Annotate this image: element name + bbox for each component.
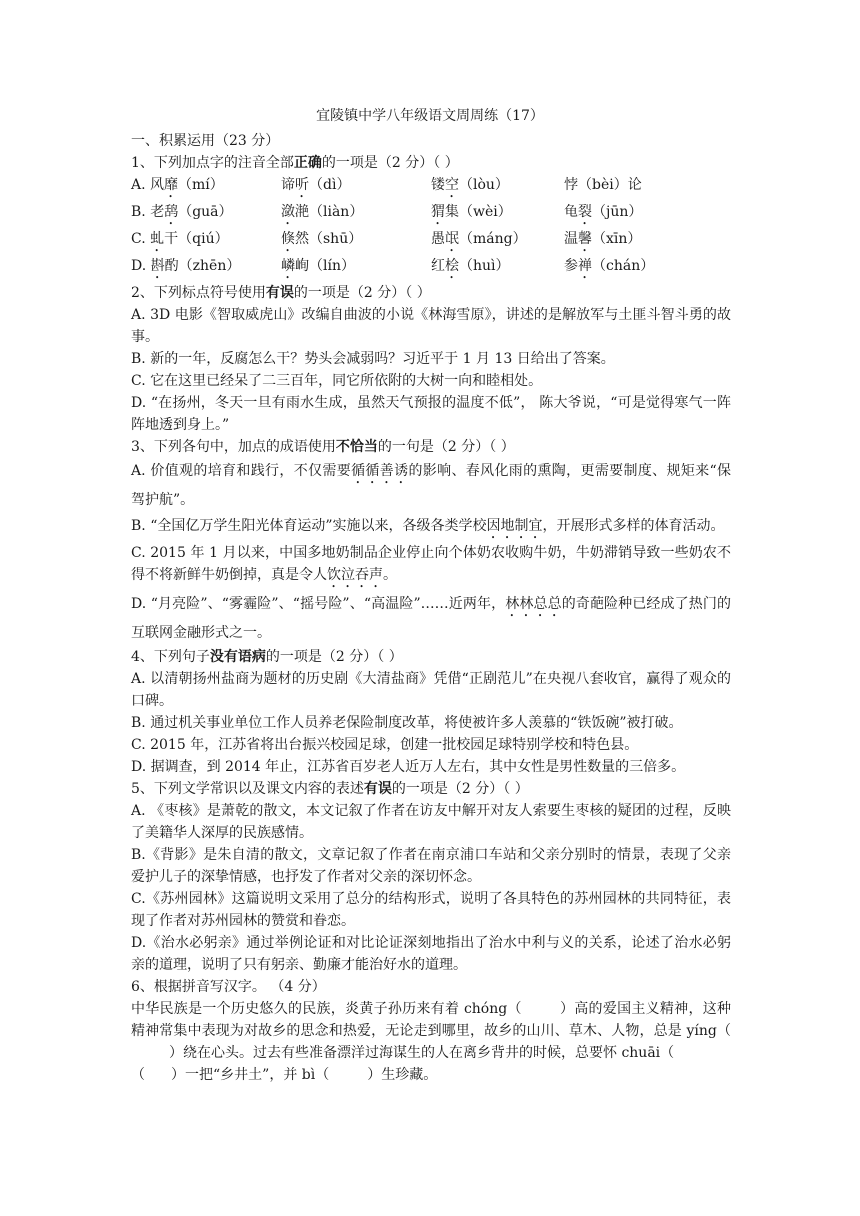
q2-stem-pre: 2、下列标点符号使用 <box>131 285 266 301</box>
q1-text: 然（shū） <box>295 231 363 247</box>
q3-option-d <box>131 591 731 646</box>
q2-option-c: C. 它在这里已经呆了二三百年，同它所依附的大树一向和睦相处。 <box>131 373 543 389</box>
q3-b-post: ，开展形式多样的体育活动。 <box>542 518 725 534</box>
q1-option-cell <box>131 201 281 228</box>
q1-option-cell <box>431 201 564 228</box>
q1-option-row <box>131 201 731 228</box>
q1-text: （dì） <box>309 177 351 193</box>
q4-option-a: A. 以清朝扬州盐商为题材的历史剧《大清盐商》凭借“正剧范儿”在央视八套收官，赢得了观众的口碑。 <box>131 671 731 709</box>
q1-dotted-char: 靡 <box>164 177 179 193</box>
q5-stem-pre: 5、下列文学常识以及课文内容的表述 <box>131 781 364 797</box>
q1-option-cell <box>564 228 641 255</box>
q1-text: 悖 <box>564 177 578 193</box>
q1-text: （mí） <box>178 177 224 193</box>
q2-option-a: A. 3D 电影《智取威虎山》改编自曲波的小说《林海雪原》，讲述的是解放军与土匪斗智斗勇的故事。 <box>131 307 731 345</box>
q1-option-cell <box>131 255 281 282</box>
q6-part-1: 中华民族是一个历史悠久的民族，炎黄子孙历来有着 chóng（ <box>131 1001 522 1017</box>
q3-option-c <box>131 542 731 591</box>
q1-text: 集（wèi） <box>445 204 512 220</box>
q3-stem-post: 的一句是（2 分）（ ） <box>377 439 515 455</box>
q4-stem-post: 的一项是（2 分）（ ） <box>265 649 403 665</box>
q3-c-pre: C. 2015 年 1 月以来，中国多地奶制品企业停止向个体奶农收购牛奶，牛奶滞销导致一些奶农不得不将新鲜牛奶倒掉，真是令人 <box>131 545 731 583</box>
q1-dotted-char: 斟 <box>150 258 165 274</box>
q3-stem-pre: 3、下列各句中，加点的成语使用 <box>131 439 336 455</box>
q4-stem-key: 没有语病 <box>209 649 266 665</box>
q3-stem-key: 不恰当 <box>335 439 378 455</box>
q3-d-post: 的奇葩险种已经成了热门的互联网金融形式之一。 <box>131 596 732 641</box>
q1-text: 峋（lín） <box>295 258 355 274</box>
q5-stem-post: 的一项是（2 分）（ ） <box>391 781 529 797</box>
q1-option-cell <box>431 174 564 201</box>
q1-text: （guā） <box>178 204 233 220</box>
q1-text: （xīn） <box>592 231 642 247</box>
q5-option-c: C.《苏州园林》这篇说明文采用了总分的结构形式，说明了各具特色的苏州园林的共同特征，表现了作者对苏州园林的赞赏和眷恋。 <box>131 891 731 929</box>
q1-stem-key: 正确 <box>293 155 322 171</box>
q3-a-pre: A. 价值观的培育和践行，不仅需要 <box>131 463 352 479</box>
question-1-stem <box>131 152 731 174</box>
q1-dotted-char: 猬 <box>431 204 445 220</box>
q1-text: （jūn） <box>592 204 643 220</box>
q1-stem-post: 的一项是（2 分）（ ） <box>321 155 459 171</box>
q1-text: 参 <box>564 258 578 274</box>
question-3-stem <box>131 436 731 458</box>
q1-option-cell <box>564 255 654 282</box>
q1-dotted-char: 听 <box>295 177 309 193</box>
q1-text: 温 <box>564 231 578 247</box>
q3-b-pre: B. “全国亿万学生阳光体育运动”实施以来，各级各类学校 <box>131 518 487 534</box>
q1-text: C. <box>131 231 151 247</box>
q6-part-5: ）生珍藏。 <box>367 1067 438 1083</box>
q4-stem-pre: 4、下列句子 <box>131 649 210 665</box>
q3-d-idiom: 林林总总 <box>505 596 562 612</box>
q4-option-b: B. 通过机关事业单位工作人员养老保险制度改革，将使被许多人羡慕的“铁饭碗”被打破。 <box>131 715 683 731</box>
q6-part-4: ）一把“乡井土”，并 bì（ <box>171 1067 330 1083</box>
q1-dotted-char: 空 <box>445 177 459 193</box>
q1-text: A. 风 <box>131 177 165 193</box>
q1-text: 谛 <box>281 177 295 193</box>
q1-dotted-char: 虬 <box>150 231 165 247</box>
q5-option-d: D.《治水必躬亲》通过举例论证和对比论证深刻地指出了治水中利与义的关系，论述了治水必躬亲的道理，说明了只有躬亲、勤廉才能治好水的道理。 <box>131 935 731 973</box>
q1-stem-pre: 1、下列加点字的注音全部 <box>131 155 294 171</box>
q1-option-cell <box>281 201 431 228</box>
q1-text: 龟 <box>564 204 578 220</box>
q3-b-idiom: 因地制宜 <box>486 518 543 534</box>
q2-option-b: B. 新的一年，反腐怎么干？势头会减弱吗？习近平于 1 月 13 日给出了答案。 <box>131 351 615 367</box>
q1-dotted-char: 倏 <box>281 231 295 247</box>
q1-text: 愚 <box>431 231 445 247</box>
q5-option-a: A. 《枣核》是萧乾的散文，本文记叙了作者在访友中解开对友人索要生枣核的疑团的过程，反映了美籍华人深厚的民族感情。 <box>131 803 731 841</box>
q3-c-post: 。 <box>383 567 397 583</box>
q1-option-row <box>131 174 731 201</box>
q1-dotted-char: 桧 <box>445 258 459 274</box>
q1-text: 红 <box>431 258 445 274</box>
q1-text: （huì） <box>459 258 510 274</box>
section-heading: 一、积累运用（23 分） <box>131 133 280 149</box>
q1-dotted-char: 氓 <box>445 231 459 247</box>
q1-option-cell <box>281 174 431 201</box>
question-4-stem <box>131 646 731 668</box>
q3-d-pre: D. “月亮险”、“雾霾险”、“摇号险”、“高温险”……近两年， <box>131 596 506 612</box>
q6-passage <box>131 998 731 1086</box>
q1-dotted-char: 鸹 <box>164 204 179 220</box>
q1-dotted-char: 裂 <box>578 204 592 220</box>
q1-dotted-char: 馨 <box>578 231 592 247</box>
q1-option-cell <box>131 228 281 255</box>
q1-text: 滟（liàn） <box>295 204 364 220</box>
q1-text: B. 老 <box>131 204 165 220</box>
q1-text: （lòu） <box>459 177 509 193</box>
q1-option-cell <box>564 201 642 228</box>
q6-part-4-lead: （ <box>131 1067 145 1083</box>
q4-option-d: D. 据调查，到 2014 年止，江苏省百岁老人近万人左右，其中女性是男性数量的三倍多。 <box>131 759 686 775</box>
q1-text: 酌（zhēn） <box>164 258 241 274</box>
q4-option-c: C. 2015 年，江苏省将出台振兴校园足球，创建一批校园足球特别学校和特色县。 <box>131 737 639 753</box>
q1-dotted-char: 禅 <box>578 258 592 274</box>
q1-dotted-char: 嶙 <box>281 258 295 274</box>
q1-text: D. <box>131 258 151 274</box>
q1-text: （bèi）论 <box>578 177 642 193</box>
q1-option-cell <box>564 174 642 201</box>
q5-option-b: B.《背影》是朱自清的散文，文章记叙了作者在南京浦口车站和父亲分别时的情景，表现了父亲爱护儿子的深挚情感，也抒发了作者对父亲的深切怀念。 <box>131 847 731 885</box>
q3-option-a <box>131 458 731 513</box>
q1-text: 干（qiú） <box>164 231 229 247</box>
q2-stem-post: 的一项是（2 分）（ ） <box>293 285 431 301</box>
q5-stem-key: 有误 <box>363 781 392 797</box>
q2-stem-key: 有误 <box>265 285 294 301</box>
q1-option-row <box>131 228 731 255</box>
exam-content <box>131 130 731 1086</box>
q1-text: （máng） <box>459 231 527 247</box>
q1-option-row <box>131 255 731 282</box>
page-title: 宜陵镇中学八年级语文周周练（17） <box>316 108 544 124</box>
q1-option-cell <box>431 255 564 282</box>
q1-option-cell <box>431 228 564 255</box>
q3-a-post: 的影响、春风化雨的熏陶，更需要制度、规矩来“保驾护航”。 <box>131 463 732 508</box>
q6-part-3: ）绕在心头。过去有些准备漂洋过海谋生的人在离乡背井的时候，总要怀 chuāi（ <box>169 1045 675 1061</box>
q1-dotted-char: 潋 <box>281 204 295 220</box>
q1-option-cell <box>131 174 281 201</box>
q2-option-d: D. “在扬州，冬天一旦有雨水生成，虽然天气预报的温度不低”， 陈大爷说，“可是觉得寒气一阵阵地透到身上。” <box>131 395 731 433</box>
q1-text: （chán） <box>592 258 655 274</box>
q6-part-2: ）高的爱国主义精神，这种精神常集中表现为对故乡的思念和热爱，无论走到哪里，故乡的山川、草木、人物，总是 yíng（ <box>131 1001 731 1039</box>
question-1-options <box>131 174 731 282</box>
q3-c-idiom: 饮泣吞声 <box>327 567 383 583</box>
question-5-stem <box>131 778 731 800</box>
q1-option-cell <box>281 255 431 282</box>
q1-option-cell <box>281 228 431 255</box>
q1-text: 镂 <box>431 177 445 193</box>
q3-a-idiom: 循循善诱 <box>351 463 409 479</box>
question-6-stem: 6、根据拼音写汉字。 （4 分） <box>131 979 326 995</box>
question-2-stem <box>131 282 731 304</box>
q3-option-b <box>131 513 731 542</box>
